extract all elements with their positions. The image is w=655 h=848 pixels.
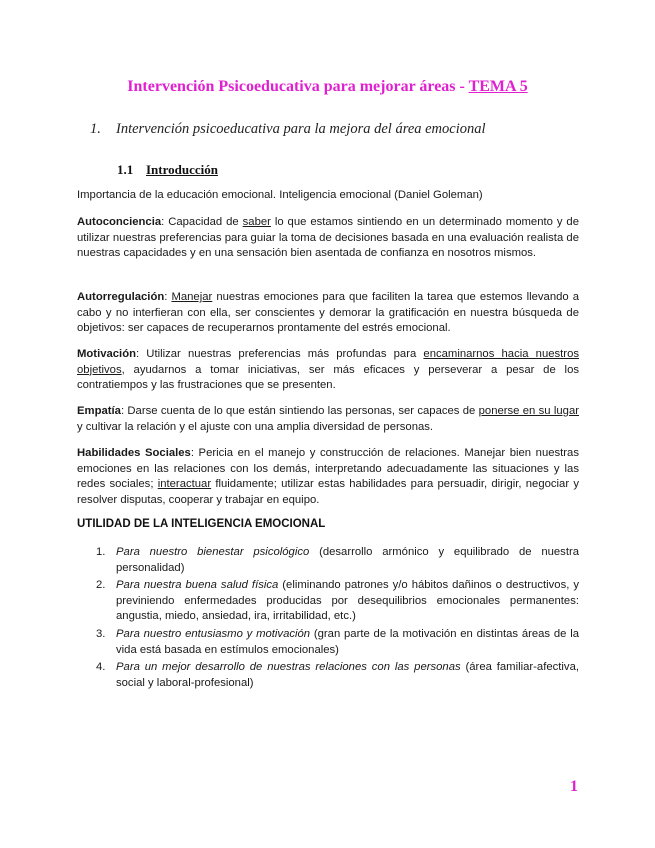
list-item-italic: Para nuestra buena salud física [116, 579, 279, 592]
page-number: 1 [570, 778, 578, 795]
tema-label: TEMA 5 [468, 78, 528, 95]
paragraph-autoconciencia [77, 215, 579, 262]
section-1-number: 1. [90, 121, 101, 137]
paragraph-empatia [77, 404, 579, 435]
term-autorregulacion: Autorregulación [77, 291, 165, 303]
intro-paragraph [77, 188, 579, 204]
paragraph-habilidades-sociales [77, 446, 579, 508]
utilidad-heading: UTILIDAD DE LA INTELIGENCIA EMOCIONAL [77, 518, 326, 530]
list-number: 4. [96, 661, 106, 674]
paragraph-text: , ayudarnos a tomar iniciativas, ser más eficaces y perseverar a pesar de los contratiempos y las frustraciones que se presenten. [77, 363, 579, 392]
list-item [96, 578, 579, 625]
list-item-text: (eliminando patrones y/o hábitos dañinos o destructivos, y previniendo enfermedades producidas por desequilibrios emocionales permanentes: angustia, miedo, ansiedad, ira, irritabilidad, etc.) [116, 579, 579, 623]
paragraph-text: : Utilizar nuestras preferencias más profundas para [136, 348, 424, 360]
underlined-text: Manejar [171, 291, 213, 303]
paragraph-motivacion [77, 347, 579, 394]
underlined-text: interactuar [157, 478, 212, 491]
paragraph-text: y cultivar la relación y el ajuste con una amplia diversidad de personas. [77, 420, 434, 433]
list-item-text: (desarrollo armónico y equilibrado de nuestra personalidad) [116, 546, 580, 574]
list-item-italic: Para un mejor desarrollo de nuestras relaciones con las personas [116, 661, 461, 674]
paragraph-text: nuestras emociones para que faciliten la tarea que estemos llevando a cabo y no interfieran con ella, ser conscientes y demorar la gratificación en nuestra búsqueda de objetivos: ser capaces de recuperarnos prontamente del estrés emocional. [77, 291, 580, 335]
paragraph-autorregulacion [77, 290, 579, 337]
section-1-title: Intervención psicoeducativa para la mejora del área emocional [116, 121, 486, 137]
intro-text: Importancia de la educación emocional. Inteligencia emocional (Daniel Goleman) [77, 189, 483, 201]
list-item-text: (área familiar-afectiva, social y laboral-profesional) [116, 661, 579, 689]
section-1-1-title: Introducción [146, 162, 218, 177]
underlined-text: encaminarnos hacia nuestros objetivos [77, 348, 579, 376]
utilidad-list [96, 545, 579, 693]
paragraph-text: fluidamente; utilizar estas habilidades para persuadir, dirigir, negociar y resolver disputas, cooperar y trabajar en equipo. [77, 478, 579, 506]
paragraph-text: : Pericia en el manejo y construcción de relaciones. Manejar bien nuestras emociones en las relaciones con los demás, interpretando adecuadamente las situaciones y las redes sociales; [77, 447, 579, 491]
list-item [96, 660, 579, 691]
list-item-italic: Para nuestro entusiasmo y motivación [116, 627, 311, 640]
list-item-text: (gran parte de la motivación en distintas áreas de la vida está basada en estímulos emocionales) [116, 627, 579, 656]
list-item [96, 545, 579, 576]
term-habilidades-sociales: Habilidades Sociales [77, 447, 191, 459]
list-number: 2. [96, 579, 106, 592]
paragraph-text: : Capacidad de [161, 216, 243, 228]
term-motivacion: Motivación [77, 348, 136, 360]
term-autoconciencia: Autoconciencia [77, 216, 162, 228]
document-title [0, 78, 655, 96]
section-1-heading [90, 121, 486, 138]
paragraph-text: : [164, 291, 172, 303]
list-number: 3. [96, 627, 106, 640]
title-text: Intervención Psicoeducativa para mejorar áreas - [127, 78, 469, 95]
underlined-text: ponerse en su lugar [478, 405, 579, 417]
underlined-text: saber [242, 216, 271, 228]
list-number: 1. [96, 546, 106, 558]
term-empatia: Empatía [77, 405, 121, 417]
section-1-1-number: 1.1 [117, 162, 134, 177]
section-1-1-heading [117, 162, 218, 178]
list-item [96, 627, 579, 658]
list-item-italic: Para nuestro bienestar psicológico [116, 546, 310, 558]
paragraph-text: lo que estamos sintiendo en un determinado momento y de utilizar nuestras preferencias para guiar la toma de decisiones basada en una evaluación realista de nuestras capacidades y en una sensación bien asentada de confianza en nosotros mismos. [77, 216, 579, 260]
paragraph-text: : Darse cuenta de lo que están sintiendo las personas, ser capaces de [120, 405, 479, 417]
